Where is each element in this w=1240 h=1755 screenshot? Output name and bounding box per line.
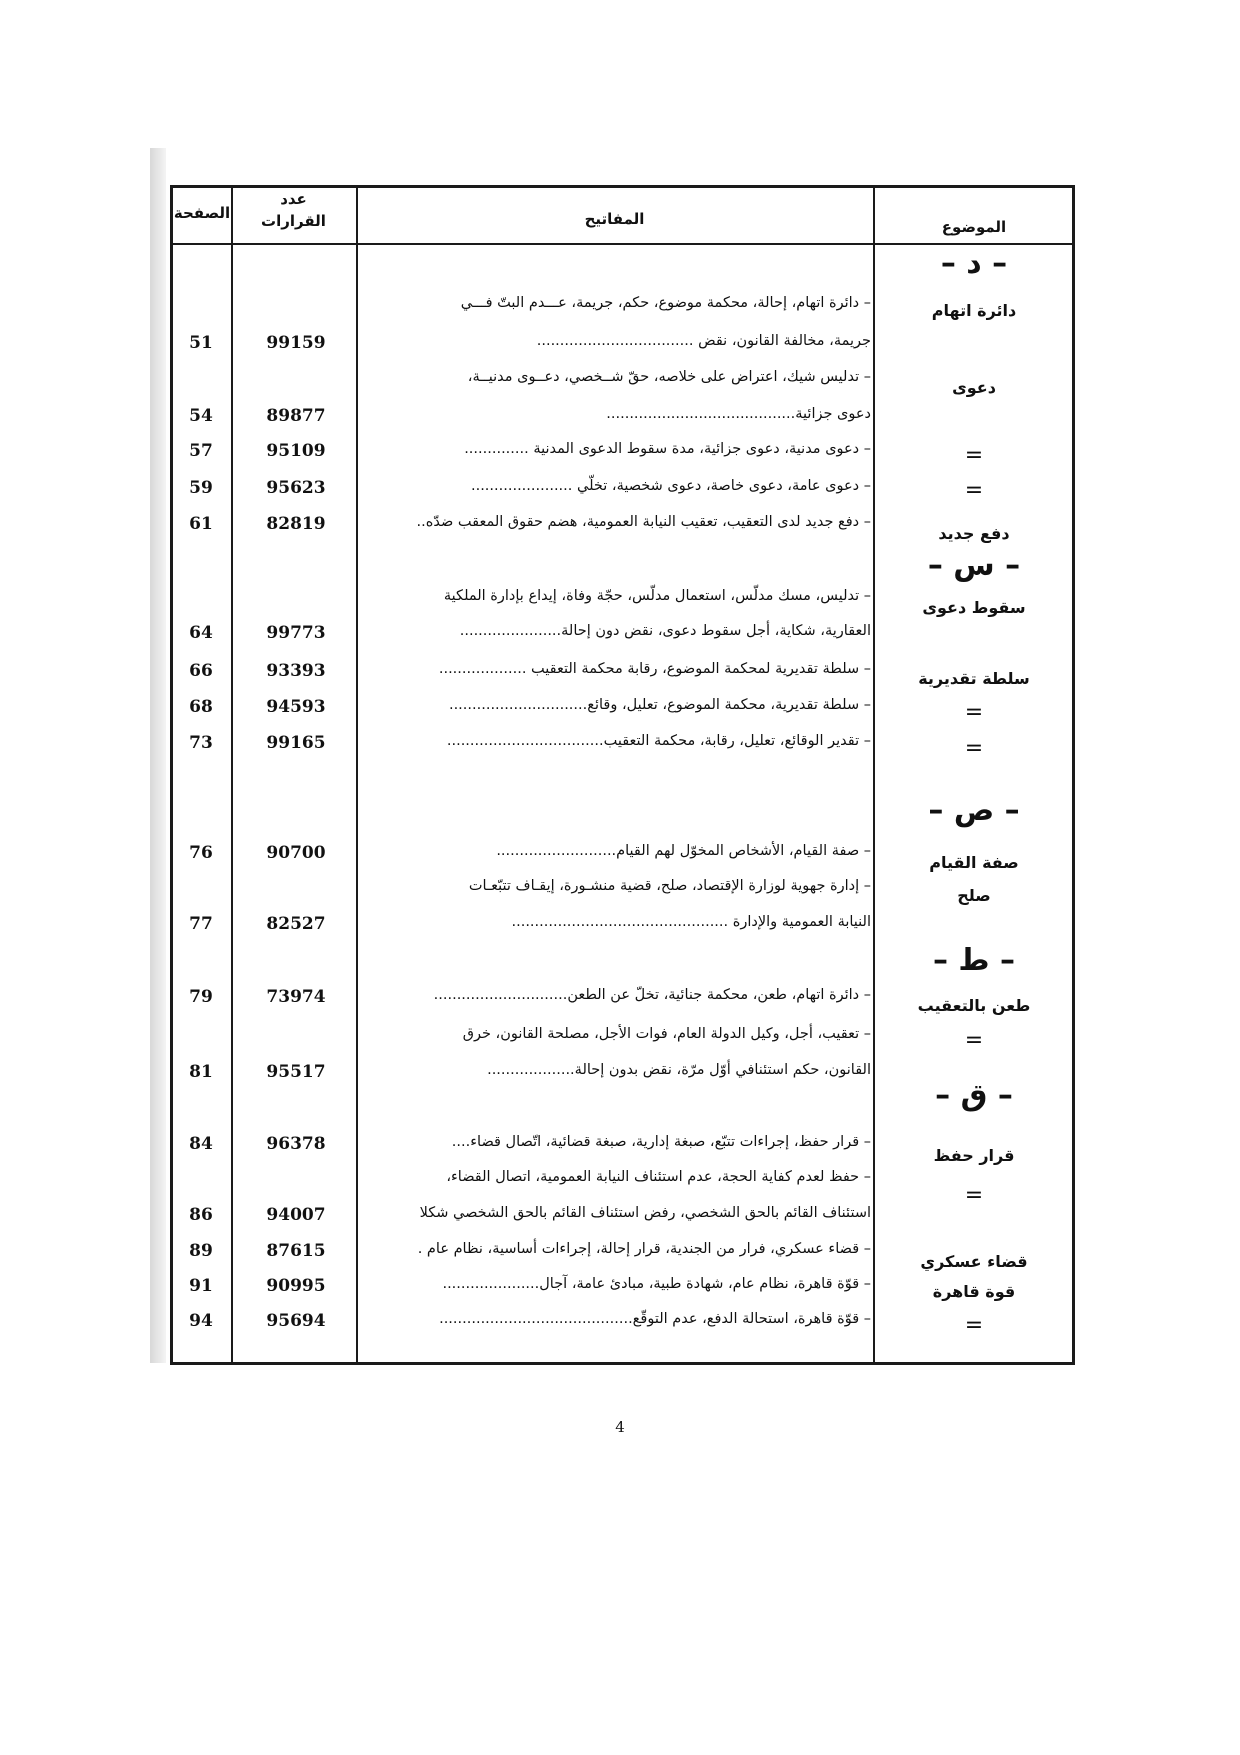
keywords-line: – تدليس، مسك مدلّس، استعمال مدلّس، حجّة وفاة، إيداع بإدارة الملكية <box>443 588 871 604</box>
section-letter: – ق – <box>935 1078 1013 1113</box>
keywords-line: دعوى جزائية......................................... <box>606 406 871 422</box>
decision-number: 90995 <box>266 1276 326 1296</box>
page-number: 91 <box>189 1276 213 1296</box>
keywords-line: – إدارة جهوية لوزارة الإقتصاد، صلح، قضية منشـورة، إيقـاف تتبّعـات <box>468 878 871 894</box>
page-number: 66 <box>189 661 213 681</box>
subject-entry: طعن بالتعقيب <box>917 996 1031 1015</box>
column-divider <box>231 188 233 1362</box>
subject-entry: قوة قاهرة <box>932 1282 1016 1301</box>
page-number: 68 <box>189 697 213 717</box>
ditto-mark: = <box>964 736 984 761</box>
keywords-line: – قضاء عسكري، فرار من الجندية، قرار إحالة، إجراءات أساسية، نظام عام . <box>417 1241 871 1257</box>
keywords-line: – دعوى مدنية، دعوى جزائية، مدة سقوط الدعوى المدنية .............. <box>464 441 871 457</box>
ditto-mark: = <box>964 1183 984 1208</box>
header-divider <box>173 243 1072 245</box>
decision-number: 99159 <box>266 333 326 353</box>
page-number: 59 <box>189 478 213 498</box>
keywords-line: – تدليس شيك، اعتراض على خلاصه، حقّ شــخصي، دعــوى مدنيــة، <box>467 369 871 385</box>
page-number: 77 <box>189 914 213 934</box>
keywords-line: استئناف القائم بالحق الشخصي، رفض استئناف القائم بالحق الشخصي شكلا <box>419 1205 871 1221</box>
decision-number: 95109 <box>266 441 326 461</box>
decision-number: 99165 <box>266 733 326 753</box>
scan-edge-shadow <box>150 148 166 1363</box>
ditto-mark: = <box>964 443 984 468</box>
keywords-line: – دفع جديد لدى التعقيب، تعقيب النيابة العمومية، هضم حقوق المعقب ضدّه.. <box>416 514 871 530</box>
page-number: 73 <box>189 733 213 753</box>
subject-entry: دائرة اتهام <box>931 301 1017 320</box>
keywords-line: – صفة القيام، الأشخاص المخوّل لهم القيام.......................... <box>496 843 871 859</box>
keywords-line: – حفظ لعدم كفاية الحجة، عدم استئناف النيابة العمومية، اتصال القضاء، <box>446 1169 871 1185</box>
subject-entry: دعوى <box>952 378 996 397</box>
keywords-line: العقارية، شكاية، أجل سقوط دعوى، نقض دون إحالة...................... <box>459 623 871 639</box>
subject-entry: سلطة تقديرية <box>918 669 1030 688</box>
keywords-line: جريمة، مخالفة القانون، نقض .................................. <box>536 333 871 349</box>
decision-number: 95517 <box>266 1062 326 1082</box>
decision-number: 87615 <box>266 1241 326 1261</box>
ditto-mark: = <box>964 1313 984 1338</box>
header-count-line2: القرارات <box>261 212 326 230</box>
page-number: 84 <box>189 1134 213 1154</box>
subject-entry: صفة القيام <box>929 853 1019 872</box>
subject-entry: صلح <box>957 886 991 905</box>
page-number: 54 <box>189 406 213 426</box>
section-letter: – س – <box>927 548 1021 583</box>
page-number: 86 <box>189 1205 213 1225</box>
keywords-line: – قوّة قاهرة، نظام عام، شهادة طبية، مبادئ عامة، آجال..................... <box>442 1276 871 1292</box>
page-number: 64 <box>189 623 213 643</box>
keywords-line: النيابة العمومية والإدارة ............................................... <box>511 914 871 930</box>
ditto-mark: = <box>964 478 984 503</box>
keywords-line: – تعقيب، أجل، وكيل الدولة العام، فوات الأجل، مصلحة القانون، خرق <box>462 1026 871 1042</box>
decision-number: 99773 <box>266 623 326 643</box>
keywords-line: – دعوى عامة، دعوى خاصة، دعوى شخصية، تخلّي ...................... <box>470 478 871 494</box>
page-number: 81 <box>189 1062 213 1082</box>
decision-number: 89877 <box>266 406 326 426</box>
decision-number: 95623 <box>266 478 326 498</box>
decision-number: 90700 <box>266 843 326 863</box>
section-letter: – ط – <box>932 943 1016 978</box>
page-number: 79 <box>189 987 213 1007</box>
page-number-footer: 4 <box>615 1418 625 1436</box>
decision-number: 94007 <box>266 1205 326 1225</box>
page-number: 57 <box>189 441 213 461</box>
keywords-line: – دائرة اتهام، إحالة، محكمة موضوع، حكم، جريمة، عـــدم البتّ فـــي <box>460 295 871 311</box>
page-number: 51 <box>189 333 213 353</box>
decision-number: 82819 <box>266 514 326 534</box>
subject-entry: سقوط دعوى <box>922 598 1026 617</box>
page-number: 89 <box>189 1241 213 1261</box>
column-divider <box>873 188 875 1362</box>
page-number: 61 <box>189 514 213 534</box>
decision-number: 93393 <box>266 661 326 681</box>
decision-number: 82527 <box>266 914 326 934</box>
page-number: 94 <box>189 1311 213 1331</box>
header-subject: الموضوع <box>941 218 1007 236</box>
keywords-line: – قرار حفظ، إجراءات تتبّع، صبغة إدارية، صبغة قضائية، اتّصال قضاء.... <box>451 1134 871 1150</box>
decision-number: 96378 <box>266 1134 326 1154</box>
column-divider <box>356 188 358 1362</box>
decision-number: 95694 <box>266 1311 326 1331</box>
header-count-line1: عدد <box>280 190 307 208</box>
page-number: 76 <box>189 843 213 863</box>
decision-number: 94593 <box>266 697 326 717</box>
subject-entry: قرار حفظ <box>933 1146 1015 1165</box>
keywords-line: – سلطة تقديرية لمحكمة الموضوع، رقابة محكمة التعقيب ................... <box>438 661 871 677</box>
header-keywords: المفاتيح <box>584 210 645 228</box>
header-page: الصفحة <box>173 204 231 222</box>
ditto-mark: = <box>964 1028 984 1053</box>
keywords-line: – سلطة تقديرية، محكمة الموضوع، تعليل، وقائع.............................. <box>448 697 871 713</box>
keywords-line: – دائرة اتهام، طعن، محكمة جنائية، تخلّ عن الطعن............................. <box>433 987 871 1003</box>
keywords-line: القانون، حكم استئنافي أوّل مرّة، نقض بدون إحالة................... <box>487 1062 871 1078</box>
keywords-line: – تقدير الوقائع، تعليل، رقابة، محكمة التعقيب.................................. <box>446 733 871 749</box>
keywords-line: – قوّة قاهرة، استحالة الدفع، عدم التوقّع.......................................... <box>439 1311 871 1327</box>
subject-entry: دفع جديد <box>938 524 1010 543</box>
section-letter: – ص – <box>928 793 1020 828</box>
decision-number: 73974 <box>266 987 326 1007</box>
index-table <box>170 185 1075 1365</box>
ditto-mark: = <box>964 700 984 725</box>
section-letter: – د – <box>940 246 1008 281</box>
subject-entry: قضاء عسكري <box>920 1252 1028 1271</box>
